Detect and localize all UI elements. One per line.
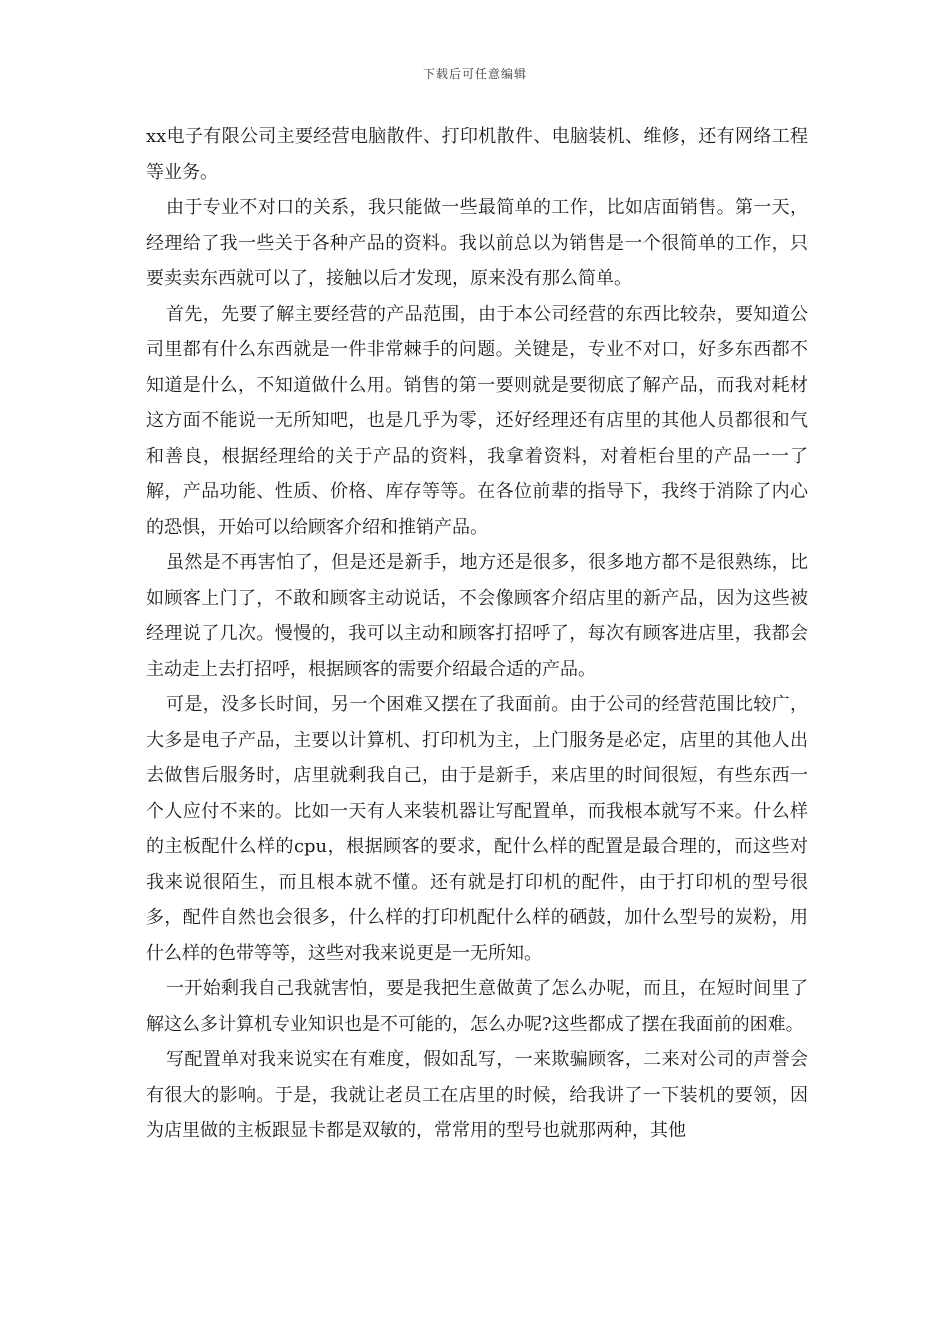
document-body bbox=[146, 119, 808, 1149]
paragraph-6: 一开始剩我自己我就害怕，要是我把生意做黄了怎么办呢，而且，在短时间里了解这么多计算机专业知识也是不可能的，怎么办呢?这些都成了摆在我面前的困难。 bbox=[146, 978, 808, 1035]
paragraph-5: 可是，没多长时间，另一个困难又摆在了我面前。由于公司的经营范围比较广，大多是电子产品，主要以计算机、打印机为主，上门服务是必定，店里的其他人出去做售后服务时，店里就剩我自己，由于是新手，来店里的时间很短，有些东西一个人应付不来的。比如一天有人来装机器让写配置单，而我根本就写不来。什么样的主板配什么样的cpu，根据顾客的要求，配什么样的配置是最合理的，而这些对我来说很陌生，而且根本就不懂。还有就是打印机的配件，由于打印机的型号很多，配件自然也会很多，什么样的打印机配什么样的硒鼓，加什么型号的炭粉，用什么样的色带等等，这些对我来说更是一无所知。 bbox=[146, 694, 808, 964]
paragraph-3: 首先，先要了解主要经营的产品范围，由于本公司经营的东西比较杂，要知道公司里都有什么东西就是一件非常棘手的问题。关键是，专业不对口，好多东西都不知道是什么，不知道做什么用。销售的第一要则就是要彻底了解产品，而我对耗材这方面不能说一无所知吧，也是几乎为零，还好经理还有店里的其他人员都很和气和善良，根据经理给的关于产品的资料，我拿着资料，对着柜台里的产品一一了解，产品功能、性质、价格、库存等等。在各位前辈的指导下，我终于消除了内心的恐惧，开始可以给顾客介绍和推销产品。 bbox=[146, 303, 808, 538]
page-header: 下载后可任意编辑 bbox=[422, 67, 527, 81]
paragraph-7: 写配置单对我来说实在有难度，假如乱写，一来欺骗顾客，二来对公司的声誉会有很大的影响。于是，我就让老员工在店里的时候，给我讲了一下装机的要领，因为店里做的主板跟显卡都是双敏的，常常用的型号也就那两种，其他 bbox=[146, 1049, 808, 1141]
paragraph-4: 虽然是不再害怕了，但是还是新手，地方还是很多，很多地方都不是很熟练，比如顾客上门了，不敢和顾客主动说话，不会像顾客介绍店里的新产品，因为这些被经理说了几次。慢慢的，我可以主动和顾客打招呼了，每次有顾客进店里，我都会主动走上去打招呼，根据顾客的需要介绍最合适的产品。 bbox=[146, 552, 808, 680]
paragraph-2: 由于专业不对口的关系，我只能做一些最简单的工作，比如店面销售。第一天，经理给了我一些关于各种产品的资料。我以前总以为销售是一个很简单的工作，只要卖卖东西就可以了，接触以后才发现，原来没有那么简单。 bbox=[146, 197, 808, 289]
paragraph-1: xx电子有限公司主要经营电脑散件、打印机散件、电脑装机、维修，还有网络工程等业务。 bbox=[146, 126, 808, 183]
